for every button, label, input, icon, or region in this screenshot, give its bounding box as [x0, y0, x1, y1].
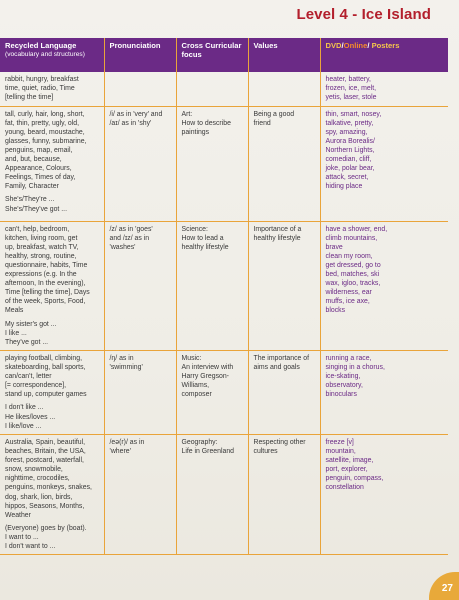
- recycled-vocab-text: Australia, Spain, beautiful, beaches, Britain, the USA, forest, postcard, waterfall, snow, snowmobile, nighttime, crocodiles, penguins, monkeys, snakes, dog, shark, lion, birds, hippos, Seasons, Months, Weather: [5, 438, 92, 519]
- cell-values: [248, 72, 320, 106]
- pronunciation-text: /i/ as in 'very' and /aɪ/ as in 'shy': [109, 110, 163, 127]
- dvd-vocab-text: running a race, singing in a chorus, ice-skating, observatory, binoculars: [325, 354, 385, 399]
- table-row: [0, 434, 448, 554]
- header-recycled-language-label: Recycled Language: [5, 41, 77, 50]
- recycled-vocab-text: tall, curly, hair, long, short, fat, thin, pretty, ugly, old, young, beard, moustache, glasses, funny, submarine, penguins, map, email, and, but, because, Appearance, Colours, Feelings, Times of day, Family, Character: [5, 110, 87, 191]
- header-cross-curricular: Cross Curricular focus: [176, 38, 248, 72]
- cell-values: [248, 350, 320, 434]
- cell-recycled-language: [0, 72, 104, 106]
- cell-cross-curricular: [176, 221, 248, 350]
- cell-pronunciation: [104, 350, 176, 434]
- cross-curricular-text: Science: How to lead a healthy lifestyle: [181, 225, 229, 251]
- cell-pronunciation: [104, 106, 176, 221]
- header-row: [0, 38, 448, 72]
- cell-dvd-online-posters: [320, 72, 448, 106]
- cell-pronunciation: [104, 221, 176, 350]
- cell-recycled-language: [0, 221, 104, 350]
- page-title: Level 4 - Ice Island: [296, 6, 431, 23]
- values-text: The importance of aims and goals: [253, 354, 310, 372]
- pronunciation-text: /ŋ/ as in 'swimming': [109, 354, 143, 372]
- header-posters: Posters: [371, 41, 400, 50]
- cross-curricular-text: Art: How to describe paintings: [181, 110, 231, 136]
- dvd-vocab-text: have a shower, end, climb mountains, brave clean my room, get dressed, go to bed, matches, ski wax, igloo, tracks, wilderness, ear muffs, ice axe, blocks: [325, 225, 388, 315]
- cell-dvd-online-posters: [320, 221, 448, 350]
- recycled-structures-text: I don't like ... He likes/loves ... I like/love ...: [5, 404, 56, 430]
- recycled-structures-text: (Everyone) goes by (boat). I want to ... I don't want to ...: [5, 524, 87, 551]
- cell-dvd-online-posters: [320, 350, 448, 434]
- recycled-vocab-text: rabbit, hungry, breakfast time, quiet, radio, Time [telling the time]: [5, 76, 79, 102]
- cell-cross-curricular: [176, 350, 248, 434]
- cell-dvd-online-posters: [320, 434, 448, 554]
- dvd-vocab-text: freeze [v] mountain, satellite, image, port, explorer, penguin, compass, constellation: [325, 438, 384, 492]
- page-number-tab: [429, 572, 459, 600]
- header-values: Values: [248, 38, 320, 72]
- recycled-vocab-text: playing football, climbing, skateboarding, ball sports, can/can't, letter [= correspondence], stand up, computer games: [5, 354, 87, 399]
- cell-values: [248, 434, 320, 554]
- values-text: Being a good friend: [253, 110, 295, 127]
- header-recycled-language-sub: (vocabulary and structures): [5, 50, 85, 58]
- header-dvd-line: DVD/Online/: [325, 41, 370, 50]
- page-number: 27: [441, 583, 453, 594]
- cell-values: [248, 221, 320, 350]
- header-pronunciation: Pronunciation: [104, 38, 176, 72]
- recycled-vocab-text: can't, help, bedroom, kitchen, living room, get up, breakfast, watch TV, healthy, strong, routine, questionnaire, habits, Time expressions (e.g. In the afternoon, In the evening), Time [telling the time], Days of the week, Sports, Food, Meals: [5, 225, 90, 315]
- cell-pronunciation: [104, 434, 176, 554]
- dvd-vocab-text: thin, smart, nosey, talkative, pretty, spy, amazing, Aurora Borealis/ Northern Lights, comedian, cliff, joke, polar bear, attack, secret, hiding place: [325, 110, 382, 191]
- recycled-structures-text: My sister's got ... I like ... They've got ...: [5, 320, 57, 346]
- values-text: Importance of a healthy lifestyle: [253, 225, 302, 242]
- cell-cross-curricular: [176, 434, 248, 554]
- table-row: [0, 72, 448, 106]
- cell-cross-curricular: [176, 106, 248, 221]
- syllabus-table: [0, 38, 448, 555]
- table-row: [0, 106, 448, 221]
- dvd-vocab-text: heater, battery, frozen, ice, melt, yetis, laser, stole: [325, 76, 377, 102]
- header-recycled-language: [0, 38, 104, 72]
- cross-curricular-text: Music: An interview with Harry Gregson- Williams, composer: [181, 354, 234, 399]
- cell-dvd-online-posters: [320, 106, 448, 221]
- header-dvd-online-posters: [320, 38, 448, 72]
- recycled-structures-text: She's/They're ... She's/They've got ...: [5, 196, 67, 213]
- cell-recycled-language: [0, 350, 104, 434]
- cell-values: [248, 106, 320, 221]
- values-text: Respecting other cultures: [253, 438, 306, 456]
- header-online: Online: [343, 41, 368, 50]
- header-dvd: DVD: [325, 41, 342, 50]
- pronunciation-text: /eə(r)/ as in 'where': [109, 438, 145, 456]
- cell-recycled-language: [0, 106, 104, 221]
- cell-recycled-language: [0, 434, 104, 554]
- cross-curricular-text: Geography: Life in Greenland: [181, 438, 234, 456]
- cell-cross-curricular: [176, 72, 248, 106]
- table-row: [0, 221, 448, 350]
- cell-pronunciation: [104, 72, 176, 106]
- pronunciation-text: /z/ as in 'goes' and /ɪz/ as in 'washes': [109, 225, 153, 251]
- table-row: [0, 350, 448, 434]
